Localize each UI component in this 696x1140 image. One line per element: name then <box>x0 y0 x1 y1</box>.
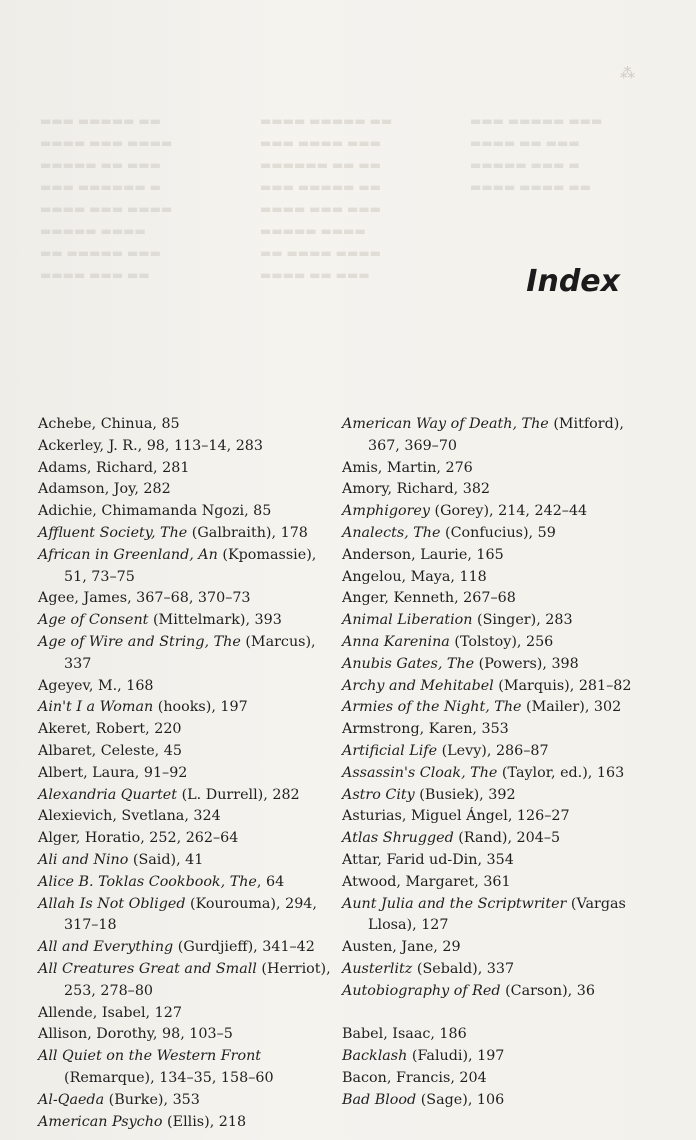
index-entry-title: Al-Qaeda <box>38 1091 105 1108</box>
index-entry <box>38 523 338 545</box>
index-entry-title: Affluent Society, The <box>38 524 188 541</box>
page-title: Index <box>526 264 620 299</box>
index-entry-title: Atlas Shrugged <box>342 830 454 847</box>
index-entry-text: Albaret, Celeste, 45 <box>38 742 182 759</box>
index-entry-title: Astro City <box>342 786 415 803</box>
index-entry <box>38 414 338 436</box>
index-entry-text: (Marquis), 281–82 <box>493 677 632 694</box>
index-entry <box>342 719 642 741</box>
index-entry-text: (Gorey), 214, 242–44 <box>429 503 588 520</box>
index-entry-text: (Burke), 353 <box>104 1091 200 1108</box>
index-entry <box>38 937 338 959</box>
index-entry-title: Backlash <box>342 1048 408 1065</box>
index-entry-title: Ali and Nino <box>38 851 129 868</box>
index-entry-title: Armies of the Night, The <box>342 699 522 716</box>
index-entry <box>342 763 642 785</box>
index-entry <box>38 741 338 763</box>
index-entry <box>38 894 338 938</box>
index-entry <box>342 894 642 938</box>
index-entry <box>38 806 338 828</box>
index-entry <box>342 501 642 523</box>
index-entry <box>38 763 338 785</box>
index-entry-text: (L. Durrell), 282 <box>177 786 300 803</box>
index-entry <box>342 697 642 719</box>
index-entry <box>38 850 338 872</box>
index-column-right <box>342 414 642 1112</box>
index-entry <box>38 785 338 807</box>
index-entry-text: (hooks), 197 <box>153 699 248 716</box>
index-entry-text: Babel, Isaac, 186 <box>342 1026 467 1043</box>
index-entry-text: (Remarque), 134–35, 158–60 <box>64 1069 274 1086</box>
index-entry-text: Armstrong, Karen, 353 <box>342 721 509 738</box>
index-entry-text: (Rand), 204–5 <box>453 830 561 847</box>
index-entry-text: (Said), 41 <box>128 851 204 868</box>
index-entry <box>342 959 642 981</box>
show-through-text: ▬▬▬ ▬▬▬▬▬ ▬▬ ▬▬▬▬ ▬▬▬ ▬▬▬▬ ▬▬▬▬▬ ▬▬ ▬▬▬ ▬▬▬ ▬▬▬▬▬▬ ▬ ▬▬▬▬ ▬▬▬ ▬▬▬▬ ▬▬▬▬▬ ▬▬▬▬ ▬▬ ▬▬▬▬▬ ▬▬▬ ▬▬▬▬ ▬▬▬ ▬▬ ▬▬▬▬ ▬▬▬▬▬ ▬▬ ▬▬▬ ▬▬▬▬ ▬▬▬ ▬▬▬▬▬▬ ▬▬ ▬▬ ▬▬▬ ▬▬▬▬▬ ▬▬ ▬▬▬▬ ▬▬▬ ▬▬▬ ▬▬▬▬▬ ▬▬▬▬ ▬▬ ▬▬▬▬ ▬▬▬▬ ▬▬▬▬ ▬▬ ▬▬▬ ▬▬▬ ▬▬▬▬▬ ▬▬▬ ▬▬▬▬ ▬▬ ▬▬▬ ▬▬▬▬▬ ▬▬▬ ▬ ▬▬▬▬ ▬▬▬▬ ▬▬ <box>40 114 603 282</box>
index-entry <box>38 610 338 632</box>
index-entry-text: Alexievich, Svetlana, 324 <box>38 808 221 825</box>
index-entry <box>342 785 642 807</box>
index-entry-text: Allison, Dorothy, 98, 103–5 <box>38 1026 233 1043</box>
index-section-gap <box>342 1003 642 1025</box>
index-entry-text: (Singer), 283 <box>472 612 573 629</box>
index-entry-text: Akeret, Robert, 220 <box>38 721 182 738</box>
index-entry-text: Anger, Kenneth, 267–68 <box>342 590 516 607</box>
index-entry-text: (Faludi), 197 <box>407 1048 505 1065</box>
index-entry <box>342 981 642 1003</box>
index-entry <box>38 588 338 610</box>
index-entry-title: American Way of Death, The <box>342 416 549 432</box>
index-entry <box>38 1003 338 1025</box>
index-entry <box>38 1090 338 1112</box>
index-entry-text: (Marcus), 337 <box>64 633 316 672</box>
index-entry-text: (Gurdjieff), 341–42 <box>173 939 315 956</box>
index-entry <box>342 1024 642 1046</box>
index-entry-text: Amis, Martin, 276 <box>342 459 473 476</box>
index-entry-title: American Psycho <box>38 1113 163 1130</box>
index-entry-title: Analects, The <box>342 524 441 541</box>
index-column-left <box>38 414 338 1133</box>
index-entry-title: Age of Consent <box>38 612 149 629</box>
index-entry <box>38 872 338 894</box>
index-entry <box>38 959 338 1003</box>
index-entry-text: (Vargas Llosa), 127 <box>368 895 626 934</box>
index-entry-text: Attar, Farid ud-Din, 354 <box>342 851 514 868</box>
index-entry-title: Artificial Life <box>342 742 438 759</box>
index-entry-text: (Galbraith), 178 <box>187 524 308 541</box>
index-entry <box>342 828 642 850</box>
index-entry-text: (Powers), 398 <box>474 655 579 672</box>
index-entry-text: Angelou, Maya, 118 <box>342 568 487 585</box>
index-entry-title: All and Everything <box>38 939 174 956</box>
index-entry-text: Adamson, Joy, 282 <box>38 481 171 498</box>
index-entry-title: Austerlitz <box>342 960 413 977</box>
index-entry-text: Agee, James, 367–68, 370–73 <box>38 590 251 607</box>
index-entry <box>38 436 338 458</box>
index-entry <box>38 719 338 741</box>
index-entry <box>342 414 642 458</box>
index-entry-text: (Mittelmark), 393 <box>148 612 282 629</box>
index-entry-text: (Herriot), 253, 278–80 <box>64 960 331 999</box>
index-entry <box>342 458 642 480</box>
index-entry-text: Austen, Jane, 29 <box>342 939 461 956</box>
index-entry <box>342 806 642 828</box>
index-entry-title: All Quiet on the Western Front <box>38 1048 262 1065</box>
index-entry-text: (Tolstoy), 256 <box>449 633 554 650</box>
index-entry-text: Ageyev, M., 168 <box>38 677 154 694</box>
index-entry-text: Ackerley, J. R., 98, 113–14, 283 <box>38 437 263 454</box>
index-entry-title: Anna Karenina <box>342 633 450 650</box>
running-head-bleed: ⁂ <box>620 64 636 82</box>
index-entry-text: , 64 <box>256 873 285 890</box>
index-entry-text: (Kpomassie), 51, 73–75 <box>64 546 317 585</box>
index-entry-title: Assassin's Cloak, The <box>342 764 498 781</box>
index-entry-text: Adichie, Chimamanda Ngozi, 85 <box>38 503 272 520</box>
index-entry <box>342 654 642 676</box>
index-entry-text: Atwood, Margaret, 361 <box>342 873 511 890</box>
index-entry <box>342 1046 642 1068</box>
index-entry <box>38 676 338 698</box>
index-entry-title: All Creatures Great and Small <box>38 960 257 977</box>
index-entry-title: Amphigorey <box>342 503 430 520</box>
index-entry-title: Alice B. Toklas Cookbook, The <box>38 873 257 890</box>
index-entry-title: Autobiography of Red <box>342 982 501 999</box>
index-entry <box>342 741 642 763</box>
index-entry <box>38 697 338 719</box>
index-entry <box>38 828 338 850</box>
index-entry-text: (Taylor, ed.), 163 <box>497 764 625 781</box>
index-entry-title: Age of Wire and String, The <box>38 633 241 650</box>
index-entry <box>38 458 338 480</box>
index-entry <box>342 1068 642 1090</box>
index-entry-title: African in Greenland, An <box>38 546 218 563</box>
index-entry <box>38 1024 338 1046</box>
index-entry-text: (Confucius), 59 <box>440 524 556 541</box>
index-entry-title: Alexandria Quartet <box>38 786 178 803</box>
index-entry-text: (Busiek), 392 <box>414 786 516 803</box>
index-entry-text: (Levy), 286–87 <box>437 742 549 759</box>
index-entry-text: (Sebald), 337 <box>412 960 515 977</box>
index-entry <box>38 1046 338 1090</box>
index-entry-text: (Kourouma), 294, 317–18 <box>64 895 317 934</box>
index-entry-text: Achebe, Chinua, 85 <box>38 416 180 432</box>
index-entry <box>342 1090 642 1112</box>
index-entry <box>342 850 642 872</box>
index-entry-title: Animal Liberation <box>342 612 473 629</box>
index-entry <box>342 610 642 632</box>
index-entry-text: Amory, Richard, 382 <box>342 481 491 498</box>
index-entry-text: (Mailer), 302 <box>521 699 622 716</box>
index-entry <box>342 479 642 501</box>
index-entry <box>342 523 642 545</box>
index-entry-title: Ain't I a Woman <box>38 699 154 716</box>
index-entry-title: Archy and Mehitabel <box>342 677 494 694</box>
index-entry <box>342 567 642 589</box>
index-entry <box>342 632 642 654</box>
index-entry-title: Anubis Gates, The <box>342 655 475 672</box>
index-entry <box>342 937 642 959</box>
index-entry <box>342 676 642 698</box>
index-entry-text: Albert, Laura, 91–92 <box>38 764 188 781</box>
index-entry <box>38 632 338 676</box>
index-entry-title: Aunt Julia and the Scriptwriter <box>342 895 567 912</box>
index-entry-title: Allah Is Not Obliged <box>38 895 186 912</box>
index-entry-text: Allende, Isabel, 127 <box>38 1004 182 1021</box>
index-entry <box>38 545 338 589</box>
index-entry-text: Alger, Horatio, 252, 262–64 <box>38 830 239 847</box>
index-entry <box>38 479 338 501</box>
index-entry <box>342 872 642 894</box>
index-entry <box>38 1112 338 1134</box>
index-entry-text: Adams, Richard, 281 <box>38 459 190 476</box>
index-entry <box>342 588 642 610</box>
index-entry-text: Bacon, Francis, 204 <box>342 1069 487 1086</box>
index-entry-text: Asturias, Miguel Ángel, 126–27 <box>342 808 570 825</box>
index-entry-text: (Mitford), 367, 369–70 <box>368 416 624 454</box>
index-entry-text: Anderson, Laurie, 165 <box>342 546 504 563</box>
index-entry-text: (Carson), 36 <box>500 982 595 999</box>
index-entry <box>342 545 642 567</box>
index-entry-title: Bad Blood <box>342 1091 417 1108</box>
index-entry <box>38 501 338 523</box>
index-entry-text: (Ellis), 218 <box>162 1113 247 1130</box>
index-entry-text: (Sage), 106 <box>416 1091 505 1108</box>
